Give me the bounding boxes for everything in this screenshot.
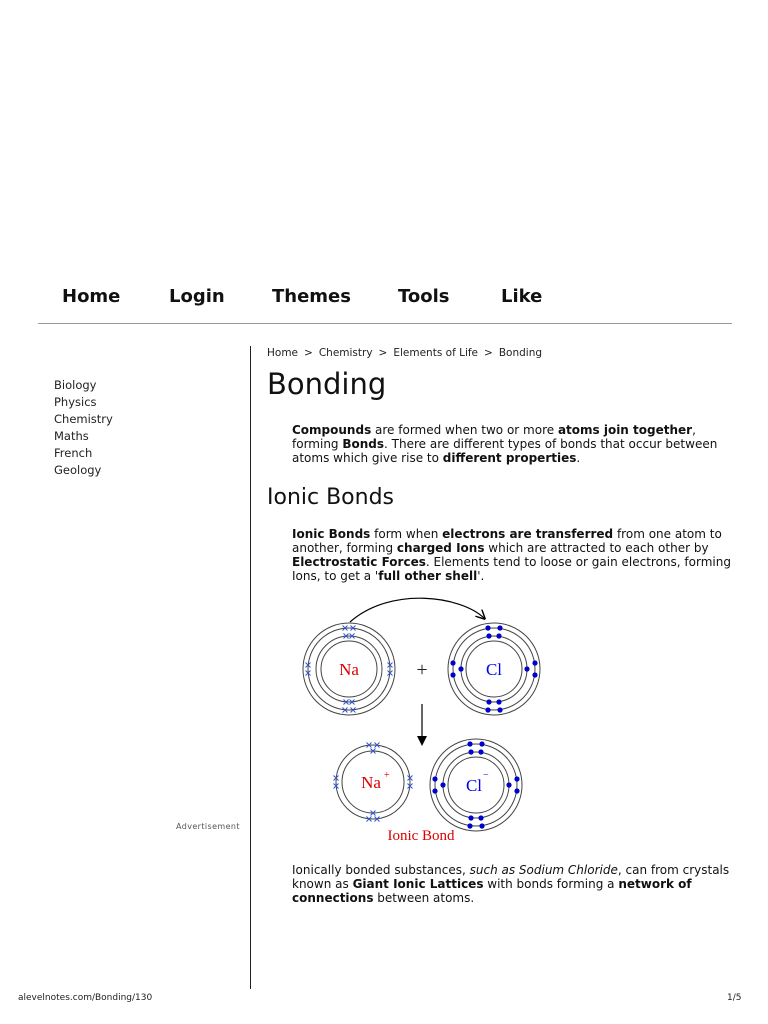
text-run: are formed when two or more — [371, 423, 558, 437]
nav-tools[interactable]: Tools — [398, 286, 450, 307]
chloride-ion-symbol: Cl — [465, 776, 483, 795]
text-run: . There are different types of bonds that occur between atoms which give rise to — [292, 437, 718, 465]
breadcrumb — [267, 347, 542, 359]
electron-dot — [467, 823, 472, 828]
electron-dot — [479, 823, 484, 828]
electron-dot — [532, 672, 537, 677]
text-run: , forming — [292, 423, 696, 451]
electron-dot — [450, 672, 455, 677]
sodium-ion — [334, 743, 413, 822]
intro-paragraph — [292, 423, 732, 465]
electron-dot — [497, 625, 502, 630]
breadcrumb-home[interactable]: Home — [267, 347, 299, 359]
nav-like[interactable]: Like — [501, 286, 543, 307]
electron-dot — [514, 788, 519, 793]
term-different-properties: different properties — [442, 451, 577, 465]
nav-login[interactable]: Login — [169, 286, 225, 307]
electron-dot — [496, 699, 501, 704]
sidebar-item-maths[interactable]: Maths — [54, 429, 89, 443]
section-title-ionic-bonds: Ionic Bonds — [267, 485, 395, 510]
text-run: . — [576, 451, 581, 465]
breadcrumb-chemistry[interactable]: Chemistry — [318, 347, 373, 359]
nav-home[interactable]: Home — [62, 286, 121, 307]
term-electrons-are-transferred: electrons are transferred — [442, 527, 614, 541]
electron-dot — [532, 660, 537, 665]
sodium-ion-symbol: Na — [361, 773, 381, 792]
text-run: form when — [370, 527, 443, 541]
text-run: Ionically bonded substances, — [292, 863, 470, 877]
sidebar-item-biology[interactable]: Biology — [54, 378, 97, 392]
electron-dot — [497, 707, 502, 712]
breadcrumb-separator: > — [378, 347, 388, 359]
electron-dot — [524, 666, 529, 671]
term-atoms-join-together: atoms join together — [557, 423, 693, 437]
chloride-ion — [430, 739, 522, 831]
electron-dot — [485, 707, 490, 712]
down-arrow-head — [417, 736, 427, 746]
plus-sign: + — [416, 659, 428, 681]
ionic-bond-caption: Ionic Bond — [387, 828, 455, 844]
sidebar — [54, 377, 113, 479]
term-ionic-bonds: Ionic Bonds — [292, 527, 371, 541]
breadcrumb-elements-of-life[interactable]: Elements of Life — [393, 347, 479, 359]
text-run: between atoms. — [373, 891, 475, 905]
chloride-ion-charge: − — [483, 770, 489, 781]
term-bonds: Bonds — [342, 437, 385, 451]
electron-dot — [486, 699, 491, 704]
transfer-arrow — [350, 598, 484, 622]
text-run: with bonds forming a — [483, 877, 619, 891]
electron-dot — [450, 660, 455, 665]
breadcrumb-separator: > — [304, 347, 313, 359]
text-run: from one atom to another, forming — [292, 527, 722, 555]
term-electrostatic-forces: Electrostatic Forces — [292, 555, 426, 569]
sodium-ion-charge: + — [384, 770, 390, 781]
sidebar-item-french[interactable]: French — [54, 446, 93, 460]
text-run: . Elements tend to loose or gain electrons, forming Ions, to get a ' — [292, 555, 731, 583]
electron-dot — [486, 633, 491, 638]
example-sodium-chloride: such as Sodium Chloride — [469, 863, 618, 877]
text-run: '. — [477, 569, 485, 583]
term-full-other-shell: full other shell — [378, 569, 478, 583]
electron-dot — [514, 776, 519, 781]
text-run: , can from crystals known as — [292, 863, 730, 891]
electron-dot — [432, 788, 437, 793]
electron-dot — [467, 741, 472, 746]
term-network-of-connections: network of connections — [292, 877, 692, 905]
ionic-bonds-paragraph — [292, 527, 732, 583]
sidebar-item-chemistry[interactable]: Chemistry — [54, 412, 113, 426]
sidebar-item-geology[interactable]: Geology — [54, 463, 102, 477]
breadcrumb-separator: > — [484, 347, 493, 359]
breadcrumb-bonding[interactable]: Bonding — [498, 347, 543, 359]
chlorine-symbol: Cl — [485, 660, 503, 679]
footer-page-number: 1/5 — [727, 993, 742, 1003]
nav-themes[interactable]: Themes — [272, 286, 351, 307]
electron-dot — [478, 749, 483, 754]
text-run: which are attracted to each other by — [484, 541, 709, 555]
ionic-bond-diagram — [296, 596, 556, 848]
electron-dot — [485, 625, 490, 630]
footer-url: alevelnotes.com/Bonding/130 — [18, 993, 153, 1003]
electron-dot — [479, 741, 484, 746]
electron-dot — [468, 749, 473, 754]
advertisement-label: Advertisement — [176, 822, 240, 831]
electron-dot — [506, 782, 511, 787]
sodium-symbol: Na — [339, 660, 359, 679]
electron-dot — [440, 782, 445, 787]
sidebar-item-physics[interactable]: Physics — [54, 395, 97, 409]
sodium-atom — [303, 623, 395, 715]
sidebar-divider — [250, 346, 251, 989]
sodium-chloride-paragraph — [292, 863, 732, 905]
term-giant-ionic-lattices: Giant Ionic Lattices — [352, 877, 484, 891]
electron-dot — [496, 633, 501, 638]
page-title: Bonding — [267, 367, 387, 401]
term-charged-ions: charged Ions — [396, 541, 485, 555]
electron-dot — [458, 666, 463, 671]
electron-dot — [468, 815, 473, 820]
electron-dot — [478, 815, 483, 820]
header-divider — [38, 323, 732, 324]
term-compounds: Compounds — [292, 423, 372, 437]
chlorine-atom — [448, 623, 540, 715]
electron-dot — [432, 776, 437, 781]
